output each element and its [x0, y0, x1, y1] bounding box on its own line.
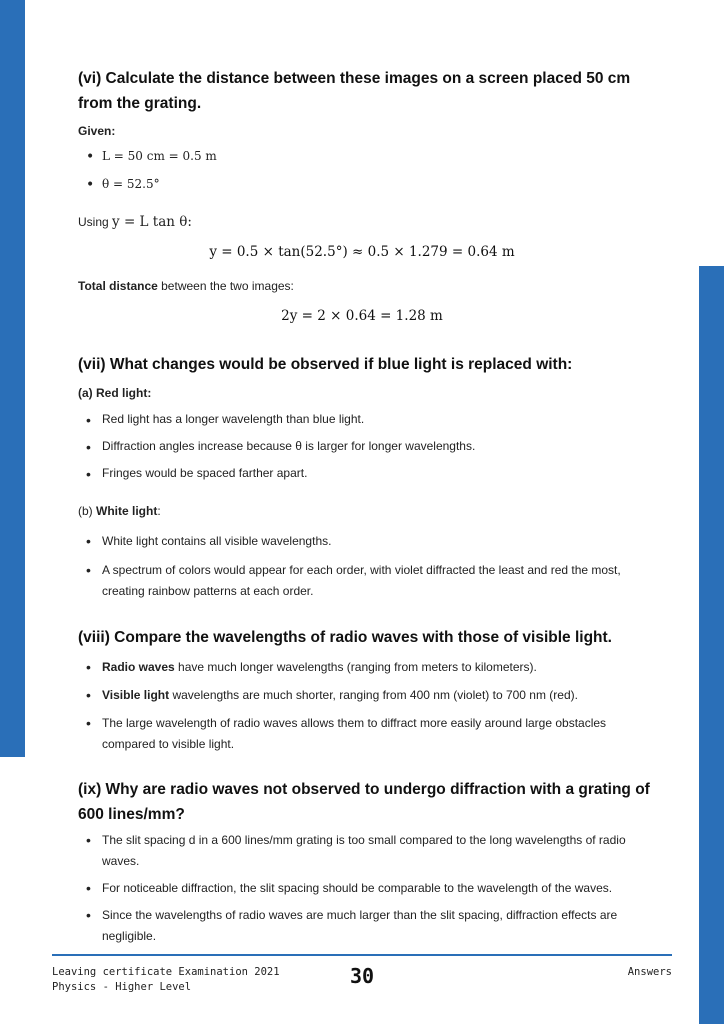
list-item: • Radio waves have much longer wavelengths (ranging from meters to kilometers).: [78, 657, 648, 678]
list-item: • Diffraction angles increase because θ is larger for longer wavelengths.: [86, 439, 476, 455]
bullet-icon: •: [86, 715, 91, 731]
list-item: • Fringes would be spaced farther apart.: [86, 466, 308, 482]
right-accent-bar: [699, 266, 724, 1024]
given-label: Given:: [78, 124, 116, 138]
bullet-icon: •: [86, 439, 91, 455]
question-vii-heading: (vii) What changes would be observed if blue light is replaced with:: [78, 356, 573, 373]
red-light-label: (a) Red light:: [78, 386, 152, 400]
white-light-label: (b) White light:: [78, 504, 161, 518]
red-light-list: [78, 412, 648, 493]
bullet-icon: •: [86, 533, 91, 549]
given-list: [78, 149, 648, 205]
wavelength-list: [78, 657, 648, 755]
left-accent-bar: [0, 0, 25, 757]
page-number: 30: [349, 964, 375, 988]
bullet-icon: •: [86, 149, 95, 165]
bullet-icon: •: [86, 880, 91, 896]
bullet-icon: •: [86, 907, 91, 923]
using-formula: y = L tan θ:: [112, 214, 192, 230]
given-item: • θ = 52.5°: [86, 177, 160, 193]
using-label: Using: [78, 215, 109, 229]
total-distance-bold: Total distance: [78, 279, 158, 293]
list-item: • White light contains all visible wavelengths.: [78, 531, 648, 552]
question-viii-heading: (viii) Compare the wavelengths of radio waves with those of visible light.: [78, 629, 612, 646]
footer-divider: [52, 954, 672, 956]
list-item: • Visible light wavelengths are much shorter, ranging from 400 nm (violet) to 700 nm (red).: [78, 685, 648, 706]
given-item: • L = 50 cm = 0.5 m: [86, 149, 217, 165]
radio-diffraction-list: [78, 830, 648, 947]
footer-exam-title: Leaving certificate Examination 2021: [52, 966, 280, 978]
question-vi-heading: (vi) Calculate the distance between these images on a screen placed 50 cm from the grating.: [78, 70, 631, 112]
bullet-icon: •: [86, 659, 91, 675]
footer-subject: Physics - Higher Level: [52, 981, 192, 993]
list-item: • A spectrum of colors would appear for each order, with violet diffracted the least and red the most, creating rainbow patterns at each order.: [86, 562, 621, 598]
bullet-icon: •: [86, 832, 91, 848]
list-item: • The slit spacing d in a 600 lines/mm grating is too small compared to the long wavelengths of radio waves.: [86, 832, 626, 868]
bullet-icon: •: [86, 177, 95, 193]
equation-y: y = 0.5 × tan(52.5°) ≈ 0.5 × 1.279 = 0.64 m: [209, 244, 515, 260]
list-item: • Since the wavelengths of radio waves are much larger than the slit spacing, diffraction effects are negligible.: [86, 907, 618, 943]
list-item: • The large wavelength of radio waves allows them to diffract more easily around large obstacles compared to visible light.: [86, 715, 607, 751]
bullet-icon: •: [86, 466, 91, 482]
bullet-icon: •: [86, 687, 91, 703]
white-light-list: [78, 531, 648, 602]
footer-section: Answers: [627, 966, 672, 978]
bullet-icon: •: [86, 562, 91, 578]
using-line: [78, 214, 192, 230]
list-item: • For noticeable diffraction, the slit spacing should be comparable to the wavelength of the waves.: [78, 878, 648, 899]
list-item: • Red light has a longer wavelength than blue light.: [86, 412, 365, 428]
question-ix-heading: (ix) Why are radio waves not observed to undergo diffraction with a grating of 600 lines/mm?: [78, 781, 650, 823]
total-distance-line: Total distance between the two images:: [78, 279, 294, 293]
equation-2y: 2y = 2 × 0.64 = 1.28 m: [281, 308, 443, 324]
bullet-icon: •: [86, 412, 91, 428]
